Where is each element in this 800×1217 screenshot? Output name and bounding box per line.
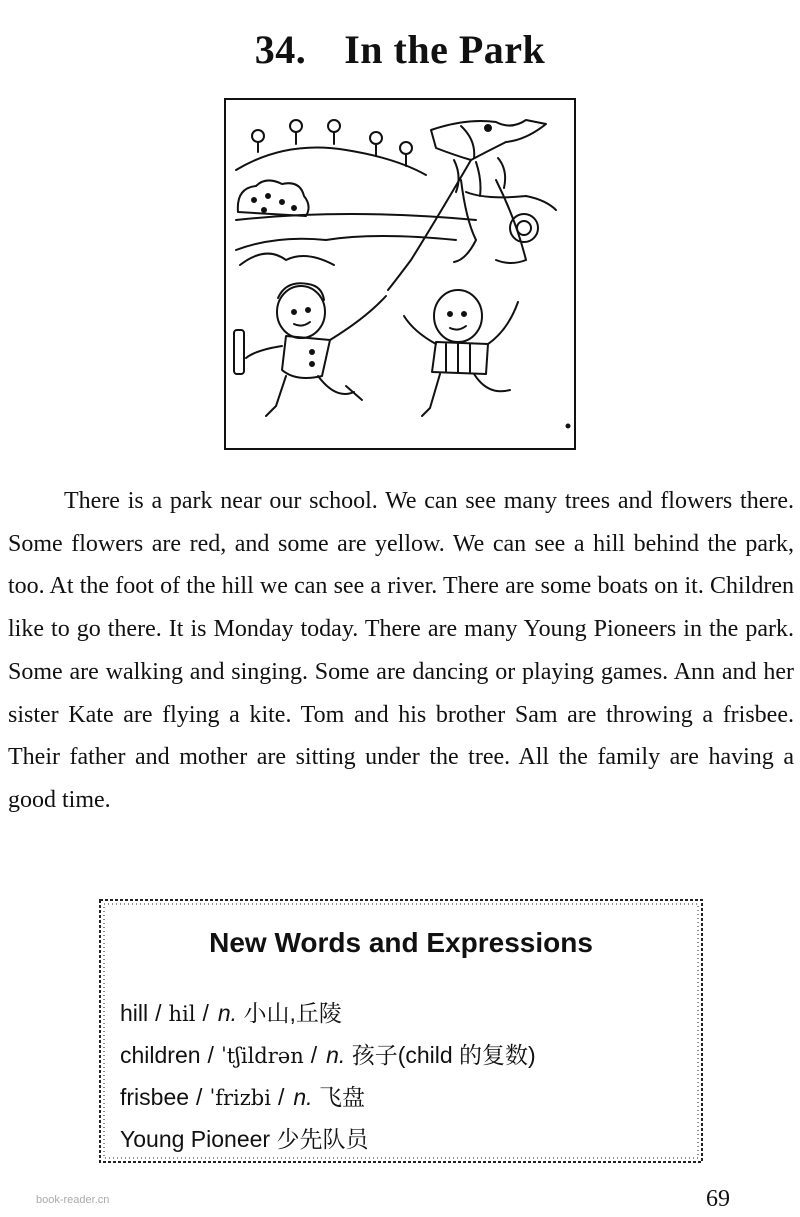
lesson-number: 34. bbox=[254, 26, 307, 72]
vocab-word: hill bbox=[120, 1000, 149, 1026]
vocab-meaning: 少先队员 bbox=[276, 1126, 369, 1152]
vocab-part-of-speech: n. bbox=[326, 1042, 346, 1068]
lesson-title bbox=[0, 27, 800, 73]
vocabulary-item: frisbee / ˈfrizbi / n. 飞盘 bbox=[120, 1084, 365, 1110]
park-illustration bbox=[224, 98, 576, 450]
vocab-meaning: 孩子(child 的复数) bbox=[351, 1042, 536, 1068]
vocab-ipa: ˈfrizbi bbox=[209, 1086, 271, 1110]
vocab-meaning: 小山,丘陵 bbox=[243, 1000, 342, 1026]
vocab-meaning: 飞盘 bbox=[318, 1084, 365, 1110]
vocabulary-item bbox=[120, 1118, 690, 1160]
reading-passage bbox=[8, 480, 794, 822]
vocab-word: frisbee bbox=[120, 1084, 190, 1110]
source-watermark: book-reader.cn bbox=[36, 1194, 110, 1206]
child-with-kite bbox=[234, 283, 386, 416]
vocab-word: children bbox=[120, 1042, 201, 1068]
vocab-ipa: ˈtʃildrən bbox=[220, 1044, 304, 1068]
passage-paragraph: There is a park near our school. We can see many trees and flowers there. Some flowers are red, and some are yellow. We can see a hill behind the park, too. At the foot of the hill we can see a river. There are some boats on it. Children like to go there. It is Monday today. There are many Young Pioneers in the park. Some are walking and singing. Some are dancing or playing games. Ann and her sister Kate are flying a kite. Tom and his brother Sam are throwing a frisbee. Their father and mother are sitting under the tree. All the family are having a good time. bbox=[8, 488, 794, 813]
vocab-ipa: hil bbox=[168, 1002, 196, 1026]
vocabulary-item: children / ˈtʃildrən / n. 孩子(child 的复数) bbox=[120, 1042, 536, 1068]
vocabulary-item: hill / hil / n. 小山,丘陵 bbox=[120, 1000, 342, 1026]
page-number: 69 bbox=[706, 1186, 730, 1212]
new-words-heading: New Words and Expressions bbox=[209, 927, 593, 958]
vocab-part-of-speech: n. bbox=[217, 1000, 238, 1026]
new-words-box bbox=[96, 896, 706, 1166]
vocab-part-of-speech: n. bbox=[293, 1084, 313, 1110]
kite bbox=[431, 120, 546, 196]
vocabulary-list bbox=[120, 992, 690, 1160]
child-waving bbox=[404, 290, 518, 416]
lesson-title-text: In the Park bbox=[344, 26, 546, 72]
park-kite-illustration bbox=[226, 100, 574, 448]
vocab-word: Young Pioneer bbox=[120, 1126, 271, 1152]
